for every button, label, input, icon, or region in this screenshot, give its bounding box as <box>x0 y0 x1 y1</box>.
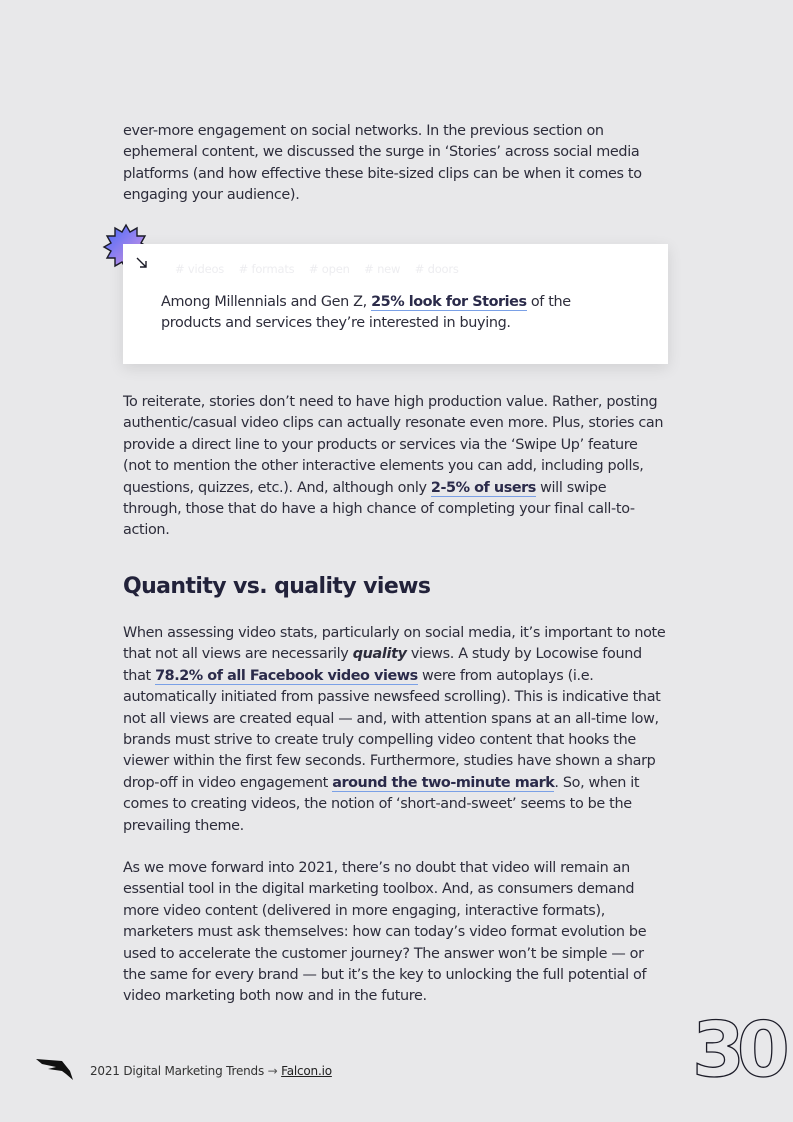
tag: # open <box>308 262 350 276</box>
stories-stat-link[interactable]: 25% look for Stories <box>371 294 527 310</box>
conclusion-paragraph: As we move forward into 2021, there’s no doubt that video will remain an essential tool in the digital marketing toolbox. And, as consumers demand more video content (delivered in more engaging, interactive formats), marketers must ask themselves: how can today’s video format evolution be used to accelerate the customer journey? The answer won’t be simple — or the same for every brand — but it’s the key to unlocking the full potential of video marketing both now and in the future. <box>123 860 647 1005</box>
falcon-link[interactable]: Falcon.io <box>281 1064 332 1078</box>
tag: # videos <box>175 262 225 276</box>
section-heading: Quantity vs. quality views <box>123 574 431 599</box>
footer-title: 2021 Digital Marketing Trends <box>90 1064 265 1078</box>
svg-text:30: 30 <box>692 1005 782 1094</box>
tag: # formats <box>238 262 295 276</box>
tag-list <box>175 262 470 276</box>
intro-paragraph: ever-more engagement on social networks. In the previous section on ephemeral content, we discussed the surge in ‘Stories’ across social media platforms (and how effective these bite-sized clips can be when it comes to engaging your audience). <box>123 123 642 204</box>
tag: # new <box>364 262 401 276</box>
arrow-down-right-icon <box>135 256 149 270</box>
stories-paragraph: To reiterate, stories don’t need to have high production value. Rather, posting authentic/casual video clips can actually resonate even more. Plus, stories can provide a direct line to your products or services via the ‘Swipe Up’ feature (not to mention the other interactive elements you can add, including polls, questions, quizzes, etc.). And, although only 2-5% of users will swipe through, those that do have a high chance of completing your final call-to-action. <box>123 394 664 539</box>
quality-views-paragraph: When assessing video stats, particularly on social media, it’s important to note that not all views are necessarily quality views. A study by Locowise found that 78.2% of all Facebook video views were from autoplays (i.e. automatically initiated from passive newsfeed scrolling). This is indicative that not all views are created equal — and, with attention spans at an all-time low, brands must strive to create truly compelling video content that hooks the viewer within the first few seconds. Furthermore, studies have shown a sharp drop-off in video engagement around the two-minute mark. So, when it comes to creating videos, the notion of ‘short-and-sweet’ seems to be the prevailing theme. <box>123 625 666 834</box>
stat-callout-card <box>123 244 668 364</box>
footer <box>90 1064 332 1078</box>
callout-text: Among Millennials and Gen Z, 25% look for Stories of the products and services they’re interested in buying. <box>161 294 571 331</box>
falcon-logo-icon <box>36 1057 74 1081</box>
tag: # doors <box>414 262 459 276</box>
footer-separator: → <box>267 1064 278 1078</box>
swipe-stat-link[interactable]: 2-5% of users <box>430 479 536 496</box>
two-minute-mark-link[interactable]: around the two-minute mark <box>332 774 555 791</box>
facebook-views-link[interactable]: 78.2% of all Facebook video views <box>155 667 418 684</box>
page-number <box>692 1005 782 1094</box>
